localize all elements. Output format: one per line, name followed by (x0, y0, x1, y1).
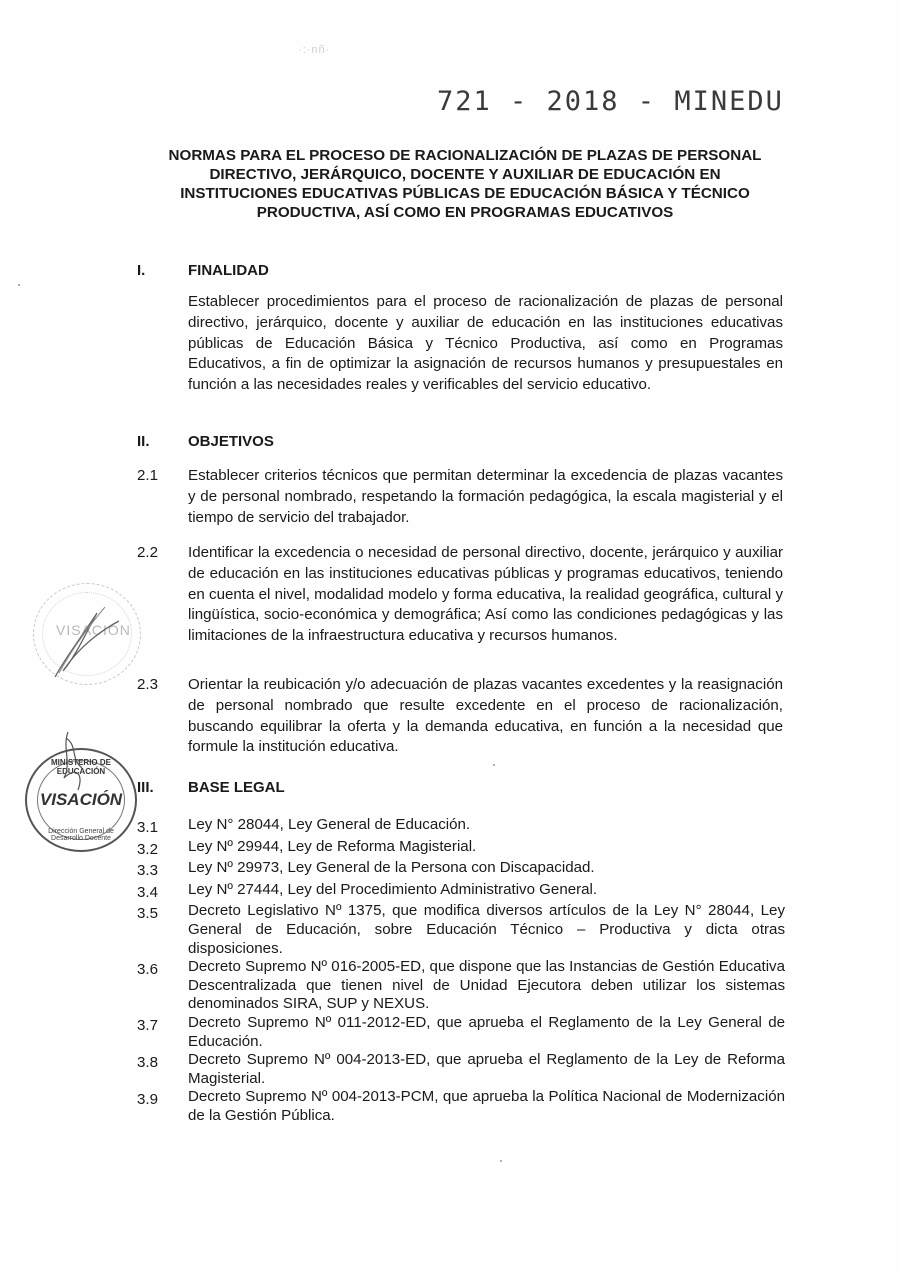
legal-item-text: Decreto Legislativo Nº 1375, que modifica diversos artículos de la Ley N° 28044, Ley General de Educación, sobre Educación Técnico – Productiva y dicta otras disposiciones. (188, 902, 785, 957)
section-number-finalidad: I. (137, 262, 146, 279)
seal-bottom-text: Dirección General de Desarrollo Docente (48, 828, 114, 842)
objective-text: Orientar la reubicación y/o adecuación de plazas vacantes excedentes y la reasignación de personal nombrado que resulte excedente en el proceso de racionalización, buscando equilibrar la oferta y la demanda educativa, en función a la necesidad que formule la institución educativa. (188, 676, 783, 756)
legal-item (137, 902, 785, 958)
scan-artifact (493, 764, 495, 766)
ministry-visacion-seal (25, 748, 137, 852)
legal-item-text: Decreto Supremo Nº 004-2013-ED, que aprueba el Reglamento de la Ley de Reforma Magisterial. (188, 1051, 785, 1087)
finalidad-paragraph: Establecer procedimientos para el proceso de racionalización de plazas de personal directivo, jerárquico, docente y auxiliar de educación en las instituciones educativas públicas de Educación Básica y Técnico Productiva, así como en Programas Educativos, a fin de optimizar la asignación de recursos humanos y presupuestales en función a las necesidades reales y verificables del servicio educativo. (188, 293, 783, 394)
section-title-base-legal: BASE LEGAL (188, 779, 285, 796)
legal-item (137, 859, 785, 881)
section-title-finalidad: FINALIDAD (188, 262, 269, 279)
legal-item-text: Ley Nº 27444, Ley del Procedimiento Administrativo General. (188, 880, 598, 898)
seal-top-text: MINISTERIO DE EDUCACIÓN (50, 758, 111, 776)
faint-visacion-seal (33, 583, 141, 685)
objective-number: 2.2 (137, 544, 158, 561)
legal-item-text: Ley N° 28044, Ley General de Educación. (188, 816, 471, 833)
faint-stamp-mark: ·:·nñ· (298, 44, 331, 56)
legal-item-number: 3.6 (137, 961, 158, 979)
objective-number: 2.1 (137, 467, 158, 484)
legal-item (137, 816, 785, 838)
scan-artifact (500, 1160, 502, 1162)
seal-center-text: VISACIÓN (56, 622, 131, 638)
legal-item-text: Decreto Supremo Nº 011-2012-ED, que aprueba el Reglamento de la Ley General de Educación. (188, 1013, 785, 1050)
legal-item-number: 3.2 (137, 840, 158, 858)
legal-item (137, 958, 785, 1014)
legal-item-number: 3.7 (137, 1016, 158, 1034)
seal-center-text: VISACIÓN (39, 790, 123, 809)
objective-text: Establecer criterios técnicos que permitan determinar la excedencia de plazas vacantes y de personal nombrado, respetando la formación pedagógica, la escala magisterial y el tiempo de servicio del trabajador. (188, 467, 783, 526)
objective-text: Identificar la excedencia o necesidad de personal directivo, docente, jerárquico y auxiliar de educación en las instituciones educativas públicas y programas educativos, teniendo en cuenta el nivel, modalidad modelo y forma educativa, la realidad geográfica, cultural y lingüística, socio-económica y demográfica; Así como las condiciones pedagógicas y las limitaciones de la infraestructura educativa y recursos humanos. (188, 544, 783, 645)
legal-item-text: Decreto Supremo Nº 016-2005-ED, que dispone que las Instancias de Gestión Educativa Descentralizada que tienen nivel de Unidad Ejecutora deben utilizar los sistemas denominados SIRA, SUP y NEXUS. (188, 958, 785, 1013)
legal-item (137, 1088, 785, 1125)
legal-basis-list (137, 816, 785, 1126)
legal-item (137, 838, 785, 860)
document-title: NORMAS PARA EL PROCESO DE RACIONALIZACIÓN DE PLAZAS DE PERSONAL DIRECTIVO, JERÁRQUICO, DOCENTE Y AUXILIAR DE EDUCACIÓN EN INSTITUCIONES EDUCATIVAS PÚBLICAS DE EDUCACIÓN BÁSICA Y TÉCNICO PRODUCTIVA, ASÍ COMO EN PROGRAMAS EDUCATIVOS (168, 147, 762, 221)
legal-item (137, 881, 785, 903)
objective-number: 2.3 (137, 676, 158, 693)
section-number-base-legal: III. (137, 779, 154, 796)
resolution-number-stamp: 721 - 2018 - MINEDU (437, 86, 784, 117)
scan-artifact (18, 284, 20, 286)
legal-item-text: Decreto Supremo Nº 004-2013-PCM, que aprueba la Política Nacional de Modernización de la Gestión Pública. (188, 1088, 785, 1124)
legal-item-number: 3.8 (137, 1054, 158, 1072)
legal-item-number: 3.1 (137, 819, 158, 836)
section-title-objetivos: OBJETIVOS (188, 433, 274, 450)
legal-item-text: Ley Nº 29944, Ley de Reforma Magisterial. (188, 837, 477, 855)
legal-item (137, 1051, 785, 1088)
section-number-objetivos: II. (137, 433, 150, 450)
legal-item (137, 1014, 785, 1051)
legal-item-number: 3.9 (137, 1091, 158, 1109)
legal-item-text: Ley Nº 29973, Ley General de la Persona con Discapacidad. (188, 859, 595, 877)
legal-item-number: 3.4 (137, 883, 158, 901)
legal-item-number: 3.5 (137, 905, 158, 923)
legal-item-number: 3.3 (137, 862, 158, 880)
